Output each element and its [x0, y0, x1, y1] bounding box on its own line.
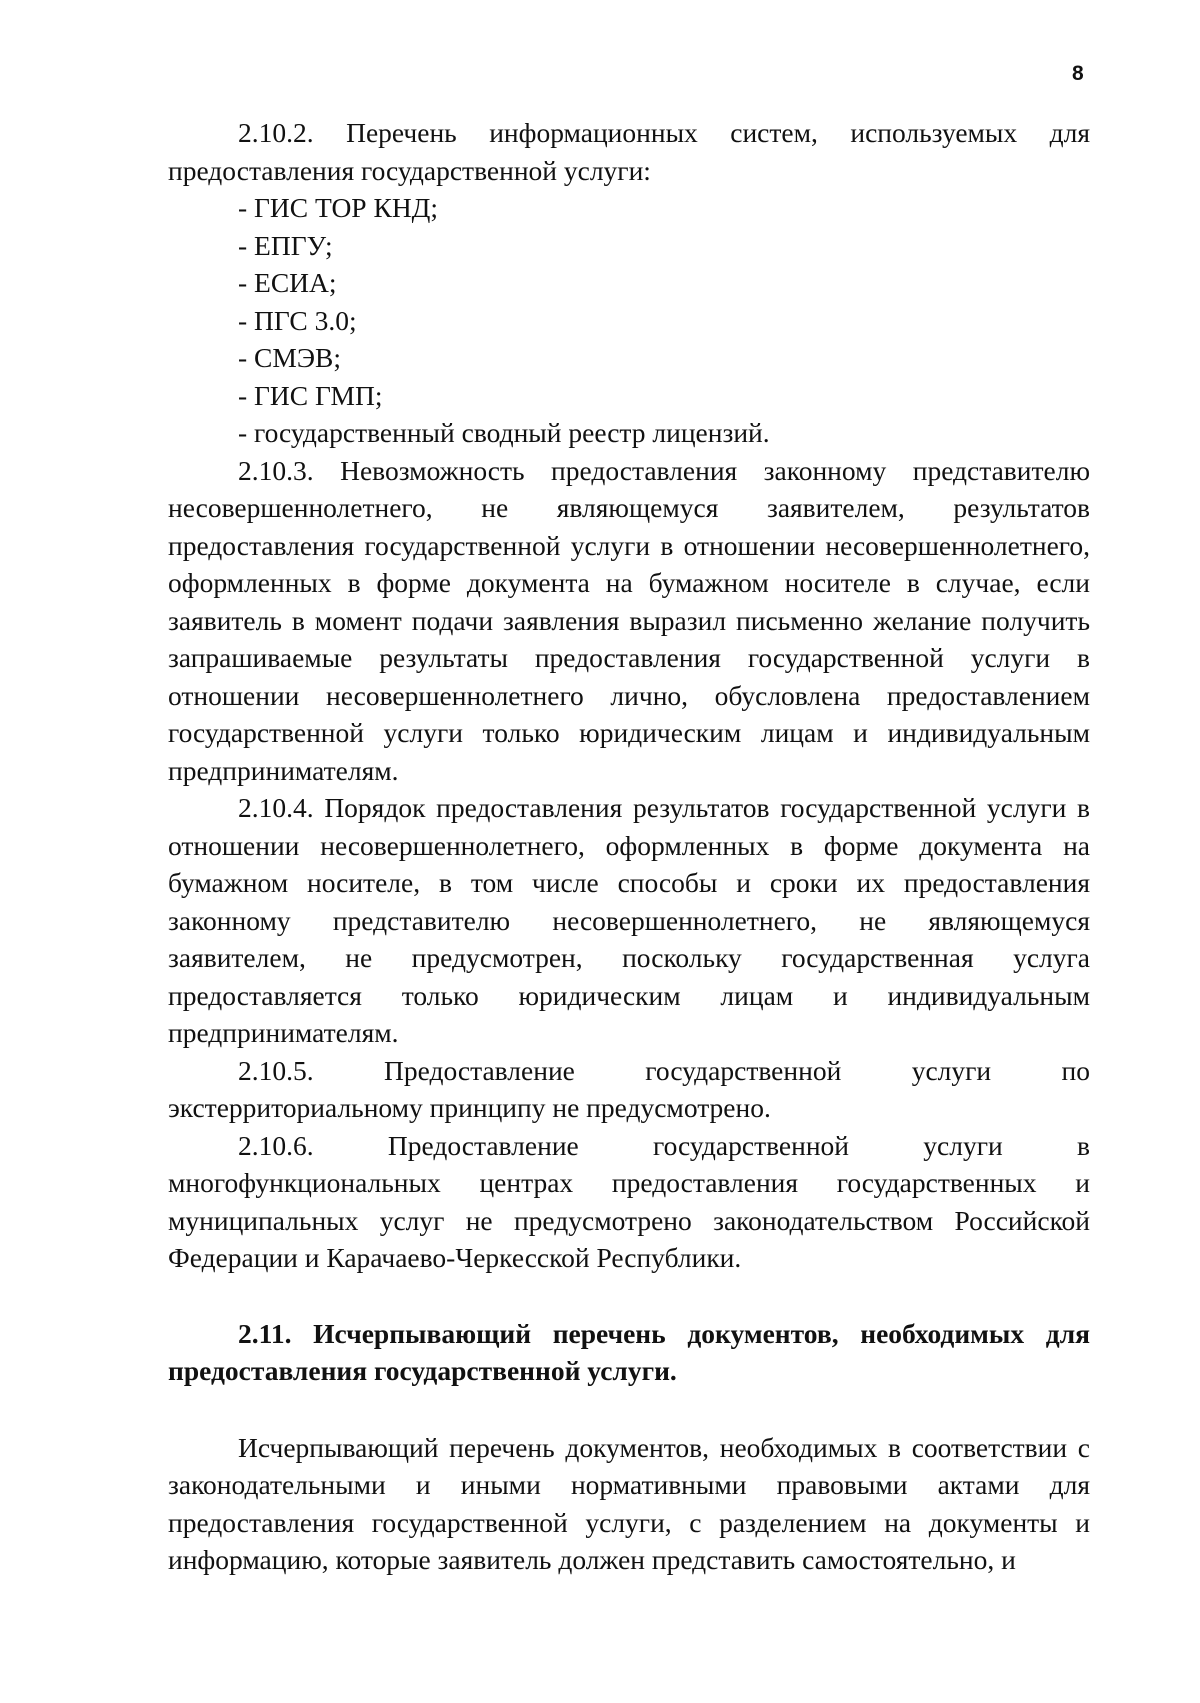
document-body [168, 114, 1090, 1579]
section-heading-2-11: 2.11. Исчерпывающий перечень документов, необходимых для предоставления государственной услуги. [168, 1317, 1090, 1386]
paragraph-2-10-4: 2.10.4. Порядок предоставления результатов государственной услуги в отношении несовершеннолетнего, оформленных в форме документа на бумажном носителе, в том числе способы и сроки их предоставления законному представителю несовершеннолетнего, не являющемуся заявителем, не предусмотрен, поскольку государственная услуга предоставляется только юридическим лицам и индивидуальным предпринимателям. [168, 792, 1090, 1048]
list-item: - ГИС ГМП; [238, 379, 383, 411]
list-item: - ГИС ТОР КНД; [238, 192, 439, 223]
list-item: - ЕСИА; [238, 267, 337, 298]
list-item: - СМЭВ; [238, 342, 341, 373]
page-number: 8 [1072, 62, 1084, 85]
paragraph-2-10-5: 2.10.5. Предоставление государственной услуги по экстерриториальному принципу не предусмотрено. [168, 1054, 1090, 1123]
list-item: - ПГС 3.0; [238, 304, 357, 336]
paragraph-2-10-2: 2.10.2. Перечень информационных систем, используемых для предоставления государственной услуги: [168, 117, 1090, 186]
paragraph-2-11: Исчерпывающий перечень документов, необходимых в соответствии с законодательными и иными нормативными правовыми актами для предоставления государственной услуги, с разделением на документы и информацию, которые заявитель должен представить самостоятельно, и [168, 1431, 1090, 1575]
list-item: - ЕПГУ; [238, 229, 333, 261]
paragraph-2-10-3: 2.10.3. Невозможность предоставления законному представителю несовершеннолетнего, не являющемуся заявителем, результатов предоставления государственной услуги в отношении несовершеннолетнего, оформленных в форме документа на бумажном носителе в случае, если заявитель в момент подачи заявления выразил письменно желание получить запрашиваемые результаты предоставления государственной услуги в отношении несовершеннолетнего лично, обусловлена предоставлением государственной услуги только юридическим лицам и индивидуальным предпринимателям. [168, 454, 1090, 786]
list-item: - государственный сводный реестр лицензий. [238, 417, 770, 448]
paragraph-2-10-6: 2.10.6. Предоставление государственной услуги в многофункциональных центрах предоставления государственных и муниципальных услуг не предусмотрено законодательством Российской Федерации и Карачаево-Черкесской Республики. [168, 1129, 1090, 1273]
